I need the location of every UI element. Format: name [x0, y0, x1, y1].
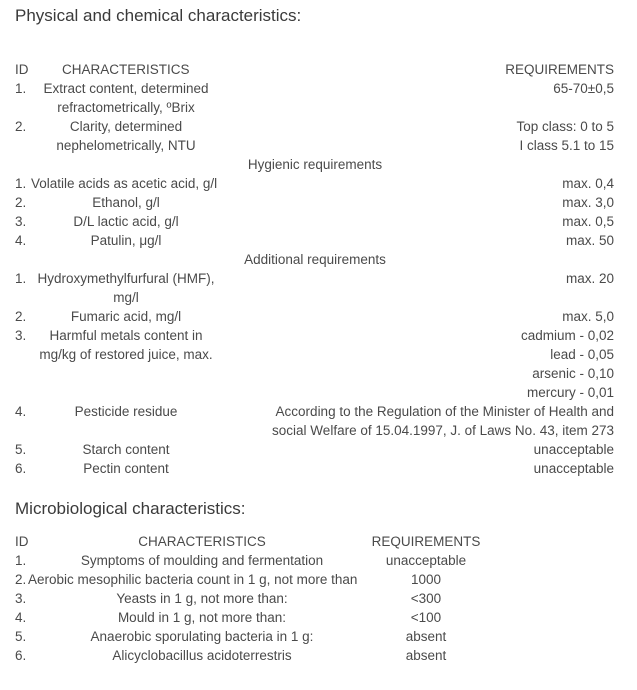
- requirement-value: cadmium - 0,02: [520, 328, 614, 343]
- row-num: 2.: [15, 572, 27, 587]
- char-line: Patulin, μg/l: [90, 233, 162, 248]
- row-num: 4.: [15, 404, 27, 419]
- row-num: 2.: [15, 119, 27, 134]
- micro-requirement: absent: [405, 648, 447, 663]
- additional-subtitle: Additional requirements: [244, 252, 386, 267]
- header-id: ID: [15, 62, 29, 77]
- row-num: 3.: [15, 214, 27, 229]
- header-characteristics: CHARACTERISTICS: [138, 534, 266, 549]
- micro-characteristic: Anaerobic sporulating bacteria in 1 g:: [90, 629, 314, 644]
- char-line: Harmful metals content in: [49, 328, 203, 343]
- row-num: 5.: [15, 442, 27, 457]
- micro-requirement: <100: [410, 610, 442, 625]
- header-requirements: REQUIREMENTS: [371, 534, 481, 549]
- requirement-value: arsenic - 0,10: [532, 366, 614, 381]
- row-num: 6.: [15, 648, 27, 663]
- char-line: nephelometrically, NTU: [56, 138, 196, 153]
- requirement-value: max. 5,0: [562, 309, 614, 324]
- physical-title: Physical and chemical characteristics:: [15, 6, 302, 25]
- requirement-value: unacceptable: [533, 442, 614, 457]
- char-line: Pectin content: [83, 461, 169, 476]
- header-characteristics: CHARACTERISTICS: [62, 62, 190, 77]
- requirement-value: max. 20: [565, 271, 614, 286]
- micro-characteristic: Mould in 1 g, not more than:: [117, 610, 287, 625]
- micro-requirement: 1000: [410, 572, 442, 587]
- hygienic-subtitle: Hygienic requirements: [247, 157, 383, 172]
- requirement-value: Top class: 0 to 5: [516, 119, 614, 134]
- micro-characteristic: Alicyclobacillus acidoterrestris: [112, 648, 292, 663]
- row-num: 4.: [15, 233, 27, 248]
- micro-requirement: <300: [410, 591, 442, 606]
- requirement-value: lead - 0,05: [550, 347, 614, 362]
- char-line: D/L lactic acid, g/l: [73, 214, 179, 229]
- micro-title: Microbiological characteristics:: [15, 499, 246, 518]
- char-line: Hydroxymethylfurfural (HMF),: [37, 271, 215, 286]
- row-num: 1.: [15, 81, 27, 96]
- char-line: mg/kg of restored juice, max.: [39, 347, 213, 362]
- micro-requirement: absent: [405, 629, 447, 644]
- requirement-value: unacceptable: [533, 461, 614, 476]
- micro-characteristic: Aerobic mesophilic bacteria count in 1 g, not more than: [28, 572, 358, 587]
- micro-characteristic: Symptoms of moulding and fermentation: [80, 553, 324, 568]
- header-id: ID: [15, 534, 29, 549]
- requirement-value: max. 0,4: [562, 176, 614, 191]
- requirement-value: According to the Regulation of the Minister of Health and: [275, 404, 614, 419]
- char-line: Starch content: [82, 442, 170, 457]
- row-num: 2.: [15, 195, 27, 210]
- row-num: 3.: [15, 328, 27, 343]
- char-line: Pesticide residue: [74, 404, 178, 419]
- row-num: 1.: [15, 176, 27, 191]
- char-line: Clarity, determined: [69, 119, 183, 134]
- row-num: 6.: [15, 461, 27, 476]
- requirement-value: I class 5.1 to 15: [519, 138, 614, 153]
- char-line: mg/l: [113, 290, 139, 305]
- char-line: Extract content, determined: [43, 81, 209, 96]
- char-line: Ethanol, g/l: [92, 195, 160, 210]
- micro-characteristic: Yeasts in 1 g, not more than:: [116, 591, 288, 606]
- row-num: 2.: [15, 309, 27, 324]
- row-num: 3.: [15, 591, 27, 606]
- requirement-value: max. 0,5: [562, 214, 614, 229]
- char-line: Fumaric acid, mg/l: [70, 309, 182, 324]
- char-line: refractometrically, ºBrix: [57, 100, 195, 115]
- row-num: 1.: [15, 553, 27, 568]
- char-line: Volatile acids as acetic acid, g/l: [31, 176, 218, 191]
- requirement-value: max. 3,0: [562, 195, 614, 210]
- header-requirements: REQUIREMENTS: [505, 62, 614, 77]
- requirement-value: social Welfare of 15.04.1997, J. of Laws No. 43, item 273: [272, 423, 614, 438]
- row-num: 1.: [15, 271, 27, 286]
- requirement-value: max. 50: [565, 233, 614, 248]
- requirement-value: mercury - 0,01: [526, 385, 614, 400]
- row-num: 4.: [15, 610, 27, 625]
- requirement-value: 65-70±0,5: [553, 81, 614, 96]
- micro-requirement: unacceptable: [385, 553, 467, 568]
- row-num: 5.: [15, 629, 27, 644]
